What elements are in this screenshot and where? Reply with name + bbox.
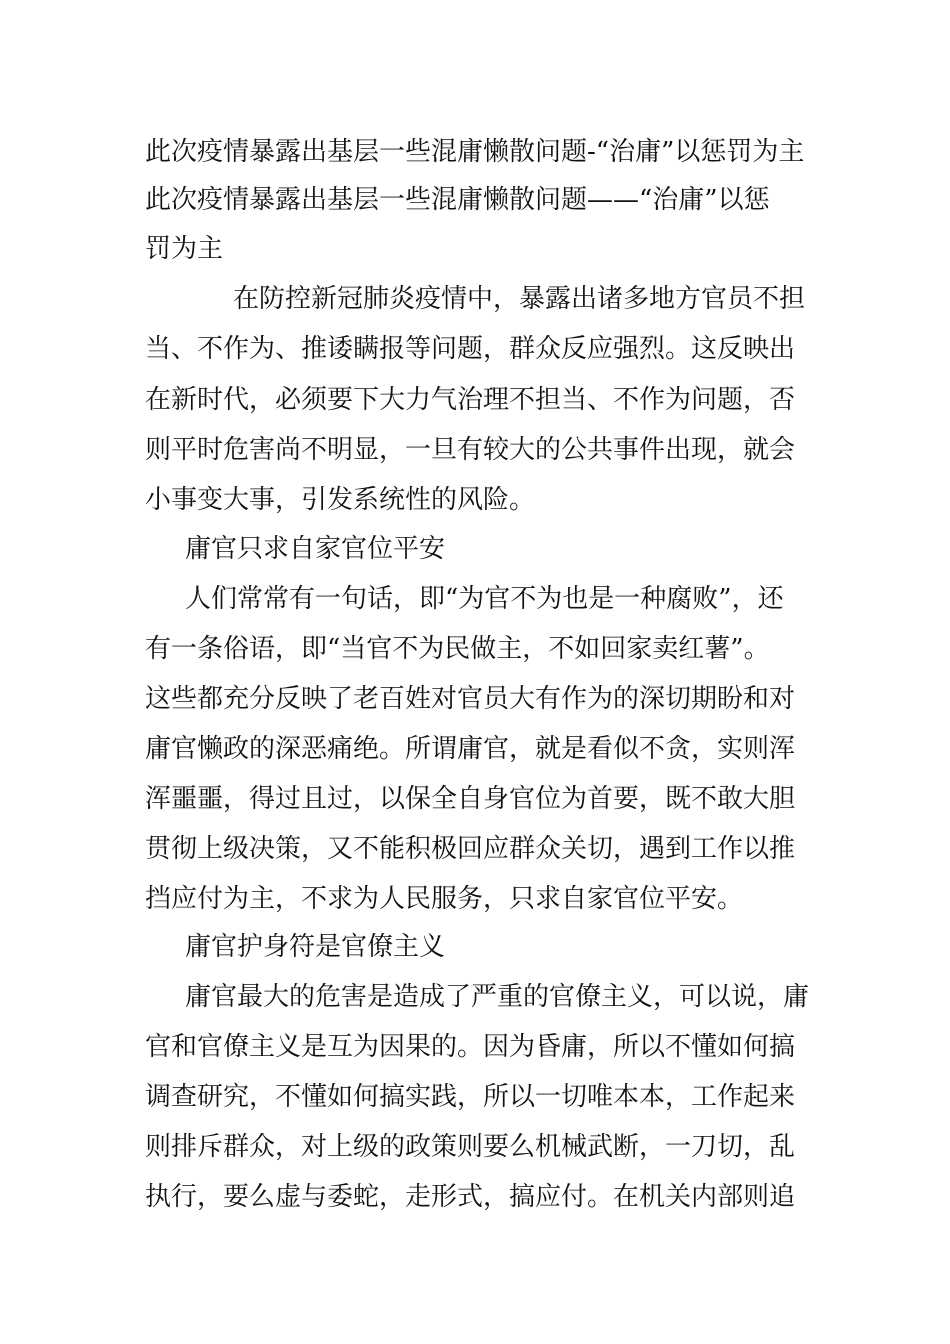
paragraph-2-line-2: 有一条俗语，即“当官不为民做主，不如回家卖红薯”。 (145, 634, 770, 664)
title-line-2: 此次疫情暴露出基层一些混庸懒散问题——“治庸”以惩 (145, 185, 770, 215)
paragraph-2-line-5: 浑噩噩，得过且过，以保全自身官位为首要，既不敢大胆 (145, 784, 796, 814)
paragraph-1-line-5: 小事变大事，引发系统性的风险。 (145, 485, 536, 515)
paragraph-1-line-4: 则平时危害尚不明显，一旦有较大的公共事件出现，就会 (145, 435, 796, 465)
heading-2: 庸官护身符是官僚主义 (185, 932, 446, 962)
paragraph-2-line-3: 这些都充分反映了老百姓对官员大有作为的深切期盼和对 (145, 684, 796, 714)
paragraph-2-line-1: 人们常常有一句话，即“为官不为也是一种腐败”，还 (185, 584, 784, 614)
paragraph-2-line-4: 庸官懒政的深恶痛绝。所谓庸官，就是看似不贪，实则浑 (145, 734, 796, 764)
paragraph-3-line-2: 官和官僚主义是互为因果的。因为昏庸，所以不懂如何搞 (145, 1032, 796, 1062)
paragraph-2-line-6: 贯彻上级决策，又不能积极回应群众关切，遇到工作以推 (145, 834, 796, 864)
paragraph-3-line-4: 则排斥群众，对上级的政策则要么机械武断，一刀切，乱 (145, 1132, 796, 1162)
paragraph-1-line-3: 在新时代，必须要下大力气治理不担当、不作为问题，否 (145, 385, 796, 415)
heading-1: 庸官只求自家官位平安 (185, 534, 446, 564)
paragraph-3-line-5: 执行，要么虚与委蛇，走形式，搞应付。在机关内部则追 (145, 1182, 796, 1212)
paragraph-3-line-3: 调查研究，不懂如何搞实践，所以一切唯本本，工作起来 (145, 1082, 796, 1112)
title-line-3: 罚为主 (145, 234, 224, 264)
title-line-1: 此次疫情暴露出基层一些混庸懒散问题-“治庸”以惩罚为主 (145, 137, 805, 167)
paragraph-2-line-7: 挡应付为主，不求为人民服务，只求自家官位平安。 (145, 884, 744, 914)
paragraph-1-line-2: 当、不作为、推诿瞒报等问题，群众反应强烈。这反映出 (145, 334, 796, 364)
paragraph-3-line-1: 庸官最大的危害是造成了严重的官僚主义，可以说，庸 (185, 982, 810, 1012)
paragraph-1-line-1: 在防控新冠肺炎疫情中，暴露出诸多地方官员不担 (233, 284, 806, 314)
